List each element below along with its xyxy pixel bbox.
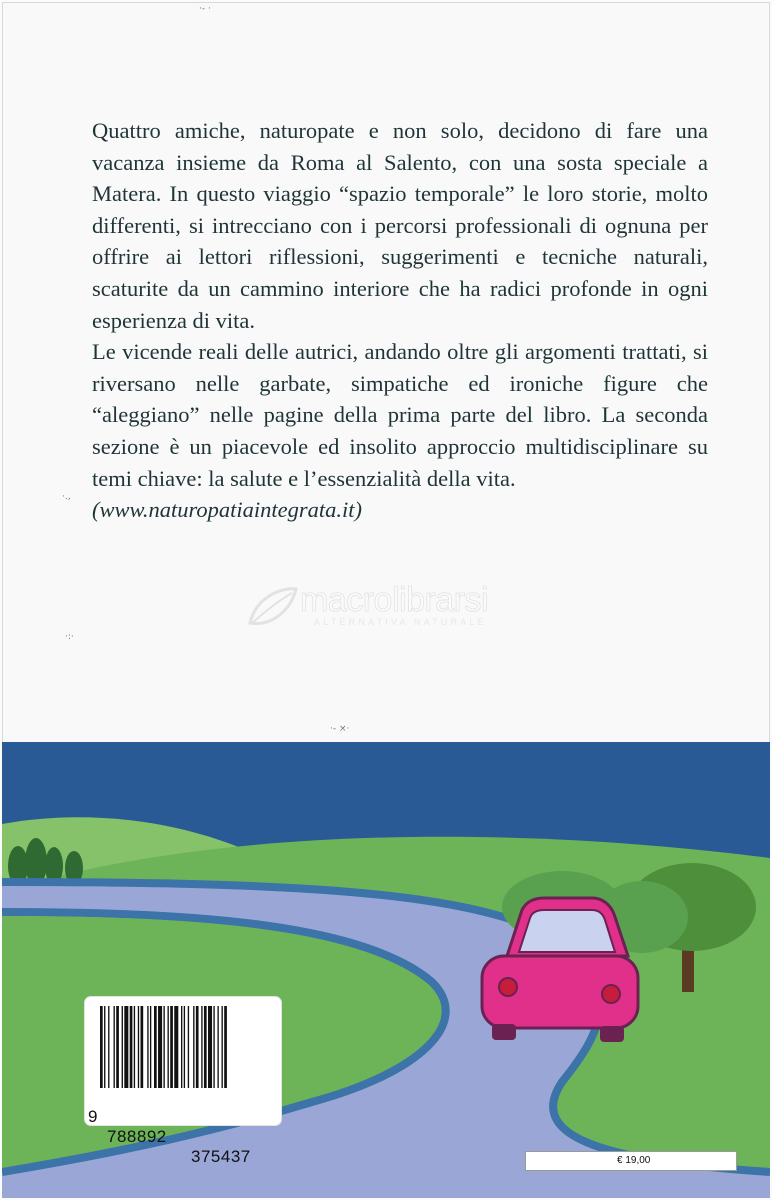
barcode-bar: [150, 1006, 151, 1088]
macrolibrarsi-watermark: [240, 577, 550, 637]
barcode-bar: [124, 1006, 128, 1088]
isbn-barcode-label: [85, 997, 281, 1166]
barcode-bar: [201, 1006, 202, 1088]
print-speck: ·.‚: [62, 492, 71, 502]
print-speck: ·:·: [65, 632, 74, 642]
barcode-bar: [138, 1006, 139, 1088]
barcode-bar: [158, 1006, 162, 1088]
barcode-bar: [204, 1006, 207, 1088]
price-sticker: [525, 1151, 737, 1171]
barcode-bar: [217, 1006, 218, 1088]
barcode-bar: [184, 1006, 185, 1088]
barcode-bar: [168, 1006, 169, 1088]
barcode-bar: [122, 1006, 123, 1088]
print-speck: ·‑ ×·: [330, 724, 350, 734]
leaf-logo-icon: [242, 577, 302, 637]
blurb-paragraph-2: Le vicende reali delle autrici, andando oltre gli argomenti trattati, si riversano nelle garbate, simpatiche ed ironiche figure che “aleggiano” nelle pagine della prima parte del libro. La seconda sezione è un piacevole ed insolito approccio multidisciplinare su temi chiave: la salute e l’essenzialità della vita.: [92, 339, 708, 491]
barcode-bar: [222, 1006, 223, 1088]
barcode-bars: [96, 1006, 270, 1092]
barcode-group-1: 788892: [107, 1127, 167, 1146]
barcode-bar: [208, 1006, 212, 1088]
barcode-bar: [100, 1006, 103, 1088]
barcode-bar: [213, 1006, 214, 1088]
barcode-bar: [116, 1006, 119, 1088]
watermark-tagline: ALTERNATIVA NATURALE: [314, 617, 487, 627]
barcode-bar: [163, 1006, 164, 1088]
watermark-brand: macrolibrarsi: [300, 581, 489, 619]
barcode-bar: [170, 1006, 173, 1088]
barcode-bar: [147, 1006, 148, 1088]
barcode-bar: [134, 1006, 135, 1088]
barcode-bar: [188, 1006, 189, 1088]
barcode-bar: [174, 1006, 178, 1088]
barcode-bar: [181, 1006, 182, 1088]
barcode-bar: [130, 1006, 133, 1088]
barcode-bar: [114, 1006, 115, 1088]
barcode-first-digit: 9: [88, 1107, 98, 1126]
barcode-bar: [224, 1006, 227, 1088]
barcode-group-2: 375437: [191, 1147, 251, 1166]
barcode-bar: [154, 1006, 157, 1088]
barcode-bar: [196, 1006, 199, 1088]
barcode-digits: [85, 1087, 281, 1187]
barcode-bar: [193, 1006, 194, 1088]
barcode-bar: [104, 1006, 105, 1088]
book-back-cover: [2, 2, 770, 1198]
back-cover-blurb: [92, 115, 708, 526]
print-speck: ·‐ ·: [199, 4, 211, 14]
blurb-paragraph-1: Quattro amiche, naturopate e non solo, decidono di fare una vacanza insieme da Roma al Salento, con una sosta speciale a Matera. In questo viaggio “spazio temporale” le loro storie, molto differenti, si intrecciano con i percorsi professionali di ognuna per offrire ai lettori riflessioni, suggerimenti e tecniche naturali, scaturite da un cammino interiore che ha radici profonde in ogni esperienza di vita.: [92, 118, 708, 333]
barcode-bar: [108, 1006, 109, 1088]
website-link: (www.naturopatiaintegrata.it): [92, 497, 363, 523]
price-label: € 19,00: [617, 1155, 651, 1166]
barcode-bar: [141, 1006, 144, 1088]
